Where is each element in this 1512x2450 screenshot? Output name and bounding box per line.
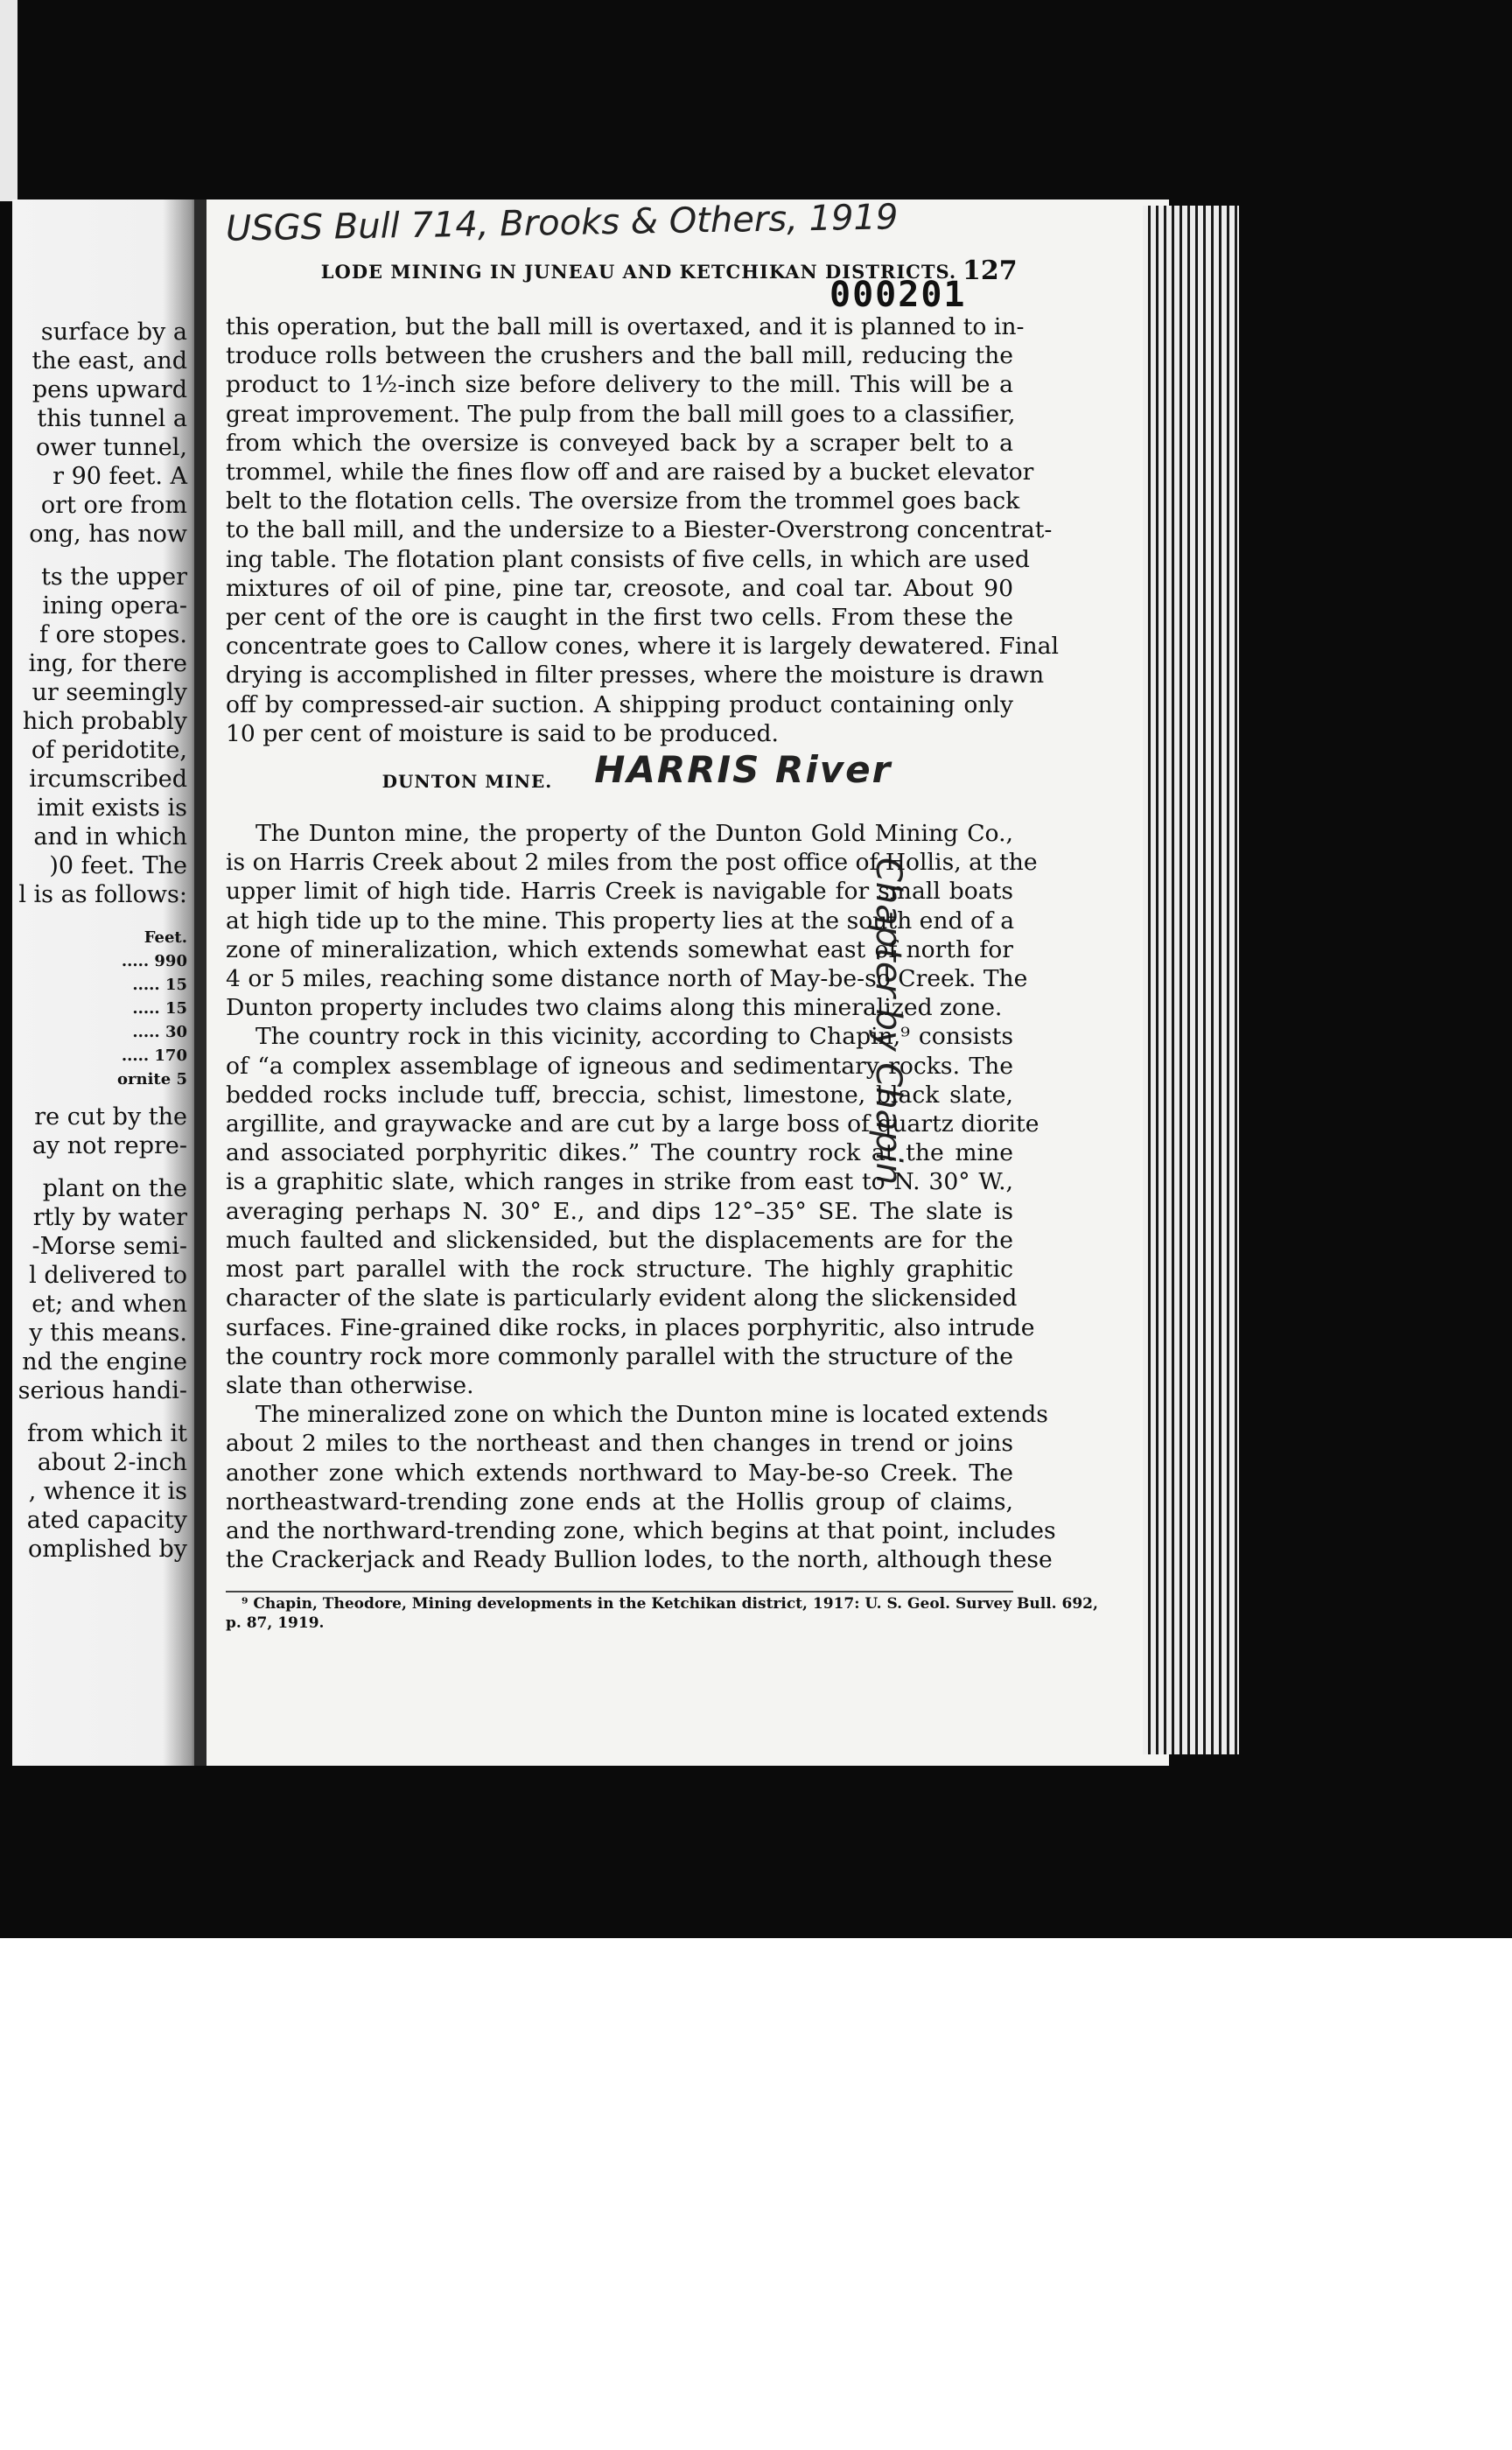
left-page-line: imit exists is [37, 794, 187, 822]
body-text [226, 312, 1059, 1574]
text-line: this operation, but the ball mill is overtaxed, and it is planned to in- [226, 313, 1025, 340]
left-page-line: of peridotite, [31, 737, 187, 764]
paragraph [226, 1400, 1056, 1574]
text-line: slate than otherwise. [226, 1371, 474, 1399]
text-line: upper limit of high tide. Harris Creek is navigable for small boats [226, 878, 1013, 906]
text-line: the Crackerjack and Ready Bullion lodes, to the north, although these [226, 1546, 1053, 1574]
left-page-line: et; and when [32, 1291, 187, 1318]
left-page-line: ..... 170 [121, 1046, 187, 1065]
running-head: LODE MINING IN JUNEAU AND KETCHIKAN DISTRICTS. [320, 261, 957, 283]
text-line: belt to the flotation cells. The oversize from the trommel goes back [226, 487, 1020, 515]
left-page-line: pens upward [32, 376, 187, 403]
left-page-line: re cut by the [34, 1103, 187, 1130]
left-page-line: and in which [33, 823, 187, 850]
text-line: mixtures of oil of pine, pine tar, creosote, and coal tar. About 90 [226, 574, 1013, 602]
left-page-line: f ore stopes. [39, 621, 187, 648]
left-page-line: serious handi- [18, 1377, 187, 1404]
text-line: surfaces. Fine-grained dike rocks, in places porphyritic, also intrude [226, 1313, 1035, 1341]
handwritten-citation: USGS Bull 714, Brooks & Others, 1919 [225, 197, 899, 249]
left-page-line: ort ore from [40, 492, 187, 519]
text-line: argillite, and graywacke and are cut by a large boss of quartz diorite [226, 1110, 1040, 1138]
left-page-line: , whence it is [28, 1478, 187, 1505]
footnote-line: p. 87, 1919. [226, 1614, 325, 1632]
paragraph [226, 1022, 1040, 1400]
text-line: great improvement. The pulp from the ball mill goes to a classifier, [226, 400, 1016, 428]
left-page-line: ated capacity [26, 1507, 187, 1534]
text-line: much faulted and slickensided, but the displacements are for the [226, 1226, 1013, 1254]
handwritten-location-note: HARRIS River [594, 748, 892, 792]
left-page-line: this tunnel a [37, 405, 187, 432]
left-page-line: ay not repre- [32, 1132, 187, 1159]
footnote [226, 1594, 1098, 1633]
stamped-document-number: 000201 [830, 275, 967, 315]
text-line: Dunton property includes two claims along this mineralized zone. [226, 994, 1003, 1022]
paragraph [226, 819, 1038, 1022]
left-page-line: l delivered to [29, 1262, 187, 1289]
text-line: the country rock more commonly parallel with the structure of the [226, 1342, 1013, 1370]
left-page-line: omplished by [27, 1536, 187, 1563]
section-heading-text: DUNTON MINE. [382, 771, 553, 793]
scan-corner [0, 0, 18, 201]
text-line: concentrate goes to Callow cones, where it is largely dewatered. Final [226, 633, 1059, 661]
text-line: averaging perhaps N. 30° E., and dips 12°–35° SE. The slate is [226, 1197, 1013, 1225]
left-page-line: ur seemingly [32, 679, 187, 706]
paragraph [226, 312, 1059, 748]
left-page-line: y this means. [29, 1320, 187, 1347]
text-line: northeastward-trending zone ends at the Hollis group of claims, [226, 1488, 1013, 1516]
text-line: per cent of the ore is caught in the first two cells. From these the [226, 604, 1013, 632]
left-page-line: nd the engine [22, 1348, 187, 1376]
left-page-line: ..... 30 [132, 1023, 187, 1041]
left-page-line: ..... 15 [132, 999, 187, 1018]
text-line: is a graphitic slate, which ranges in strike from east to N. 30° W., [226, 1168, 1013, 1196]
left-page-line: r 90 feet. A [52, 463, 187, 490]
left-page-line: ower tunnel, [35, 434, 187, 461]
text-line: 10 per cent of moisture is said to be produced. [226, 719, 779, 747]
left-page-line: ornite 5 [117, 1070, 187, 1088]
text-line: troduce rolls between the crushers and the ball mill, reducing the [226, 342, 1013, 370]
text-line: product to 1½-inch size before delivery to the mill. This will be a [226, 371, 1013, 399]
text-line: at high tide up to the mine. This property lies at the south end of a [226, 906, 1015, 934]
page-edges [1143, 206, 1239, 1754]
text-line: zone of mineralization, which extends somewhat east of north for [226, 935, 1013, 963]
page-number: 127 [962, 256, 1018, 286]
left-page-line: the east, and [32, 347, 187, 374]
left-page-line: )0 feet. The [49, 852, 187, 879]
text-line: from which the oversize is conveyed back by a scraper belt to a [226, 429, 1013, 457]
text-line: 4 or 5 miles, reaching some distance north of May-be-so Creek. The [226, 965, 1028, 993]
text-line: The country rock in this vicinity, according to Chapin,⁹ consists [256, 1023, 1013, 1051]
footnote-rule [226, 1591, 1013, 1592]
text-line: drying is accomplished in filter presses, where the moisture is drawn [226, 662, 1045, 690]
text-line: and associated porphyritic dikes.” The country rock at the mine [226, 1139, 1013, 1167]
text-line: is on Harris Creek about 2 miles from the post office of Hollis, at the [226, 849, 1038, 877]
left-page-line: from which it [26, 1420, 187, 1447]
handwritten-margin-note: Chapter by Chapin [868, 858, 908, 1186]
text-line: about 2 miles to the northeast and then changes in trend or joins [226, 1430, 1013, 1458]
text-line: character of the slate is particularly evident along the slickensided [226, 1284, 1018, 1312]
text-line: The mineralized zone on which the Dunton mine is located extends [256, 1401, 1048, 1429]
section-heading [226, 748, 1013, 796]
text-line: ing table. The flotation plant consists of five cells, in which are used [226, 545, 1030, 573]
left-page-line: l is as follows: [18, 881, 187, 908]
left-page-line: ..... 15 [132, 976, 187, 994]
left-page-line: ing, for there [28, 650, 187, 677]
left-page-line: plant on the [42, 1175, 187, 1202]
footnote-line: ⁹ Chapin, Theodore, Mining developments in the Ketchikan district, 1917: U. S. Geol. Survey Bull. 692, [242, 1595, 1098, 1613]
text-line: and the northward-trending zone, which begins at that point, includes [226, 1516, 1056, 1544]
text-line: most part parallel with the rock structure. The highly graphitic [226, 1256, 1013, 1284]
left-page-line: ining opera- [42, 592, 187, 620]
left-page-line: ong, has now [29, 521, 187, 548]
left-page-line: rtly by water [32, 1204, 187, 1231]
text-line: trommel, while the fines flow off and are raised by a bucket elevator [226, 458, 1034, 486]
left-page-line: hich probably [22, 708, 187, 735]
left-page-fragment [12, 200, 200, 1766]
text-line: of “a complex assemblage of igneous and sedimentary rocks. The [226, 1052, 1013, 1080]
left-page-line: about 2-inch [37, 1449, 187, 1476]
text-line: another zone which extends northward to May-be-so Creek. The [226, 1459, 1013, 1487]
text-line: off by compressed-air suction. A shipping product containing only [226, 690, 1013, 718]
text-line: to the ball mill, and the undersize to a Biester-Overstrong concentrat- [226, 516, 1053, 544]
left-page-line: -Morse semi- [32, 1233, 187, 1260]
left-page-line: Feet. [144, 928, 187, 947]
text-line: bedded rocks include tuff, breccia, schist, limestone, black slate, [226, 1081, 1013, 1109]
left-page-line: ts the upper [41, 564, 187, 591]
left-page-line: ..... 990 [121, 952, 187, 970]
left-page-line: ircumscribed [29, 766, 187, 793]
left-page-line: surface by a [40, 318, 187, 346]
text-line: The Dunton mine, the property of the Dunton Gold Mining Co., [256, 820, 1013, 848]
